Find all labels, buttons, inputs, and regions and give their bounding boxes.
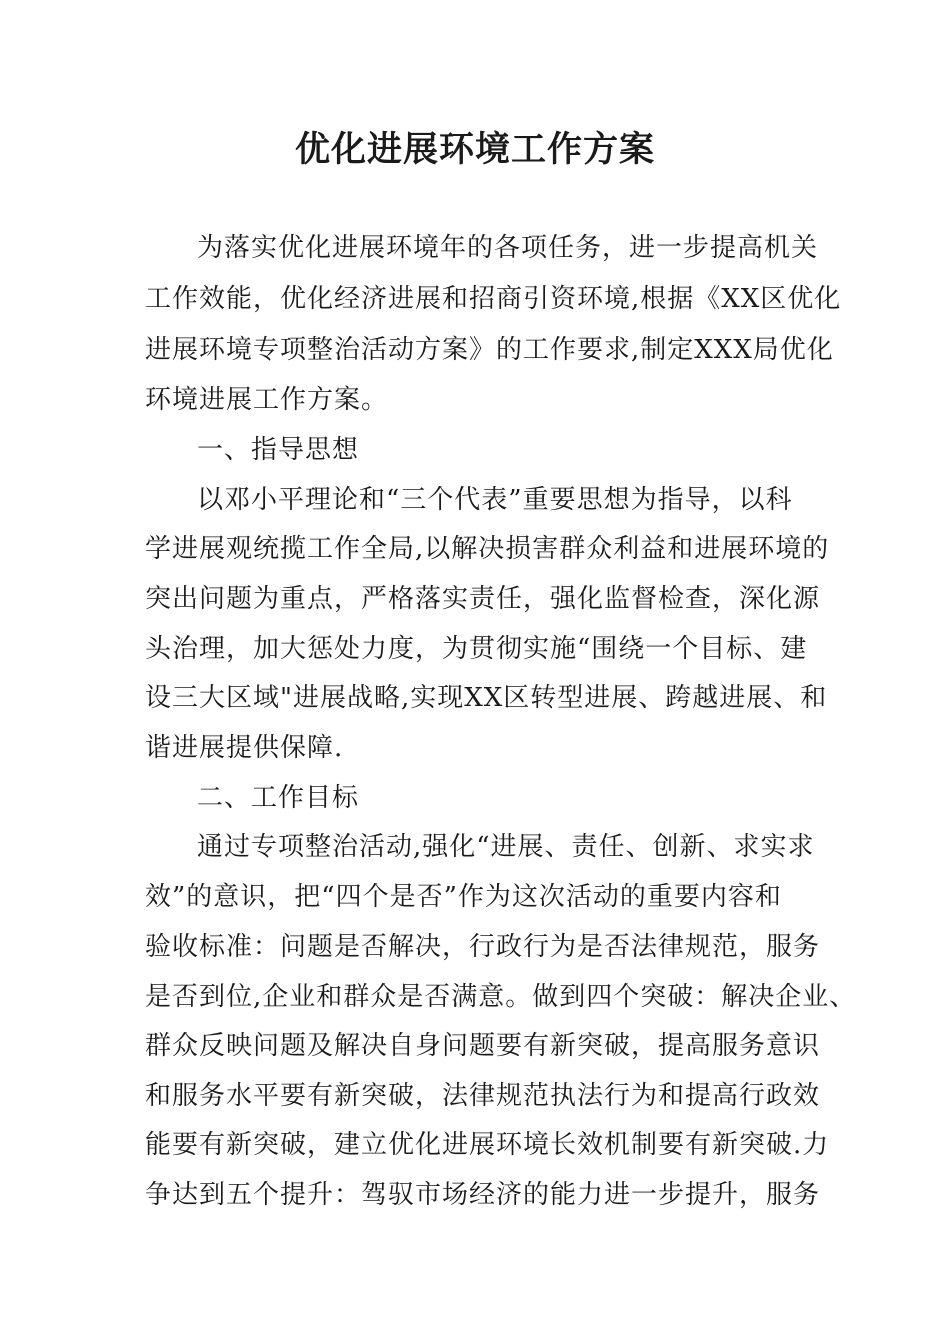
paragraph-line: 环境进展工作方案。 bbox=[145, 385, 389, 415]
paragraph-line: 谐进展提供保障. bbox=[145, 733, 344, 763]
paragraph-line: 设三大区域"进展战略,实现XX区转型进展、跨越进展、和 bbox=[145, 683, 828, 713]
paragraph-line: 是否到位,企业和群众是否满意。做到四个突破：解决企业、 bbox=[145, 982, 857, 1012]
paragraph-line: 效”的意识，把“四个是否”作为这次活动的重要内容和 bbox=[145, 882, 782, 912]
paragraph-line: 群众反映问题及解决自身问题要有新突破，提高服务意识 bbox=[145, 1031, 821, 1061]
paragraph-line: 验收标准：问题是否解决，行政行为是否法律规范，服务 bbox=[145, 932, 821, 962]
paragraph-line: 通过专项整治活动,强化“进展、责任、创新、求实求 bbox=[197, 832, 815, 862]
paragraph-line: 争达到五个提升：驾驭市场经济的能力进一步提升，服务 bbox=[145, 1180, 821, 1210]
paragraph-line: 进展环境专项整治活动方案》的工作要求,制定XXX局优化 bbox=[145, 335, 834, 365]
section-heading: 二、工作目标 bbox=[197, 783, 360, 813]
document-title: 优化进展环境工作方案 bbox=[294, 129, 655, 170]
paragraph-line: 突出问题为重点，严格落实责任，强化监督检查，深化源 bbox=[145, 584, 821, 614]
paragraph-line: 为落实优化进展环境年的各项任务，进一步提高机关 bbox=[197, 233, 819, 263]
paragraph-line: 学进展观统揽工作全局,以解决损害群众利益和进展环境的 bbox=[145, 534, 830, 564]
section-heading: 一、指导思想 bbox=[197, 435, 360, 465]
paragraph-line: 能要有新突破，建立优化进展环境长效机制要有新突破.力 bbox=[145, 1130, 830, 1160]
paragraph-line: 以邓小平理论和“三个代表”重要思想为指导，以科 bbox=[197, 485, 793, 515]
paragraph-line: 和服务水平要有新突破，法律规范执法行为和提高行政效 bbox=[145, 1081, 821, 1111]
paragraph-line: 工作效能，优化经济进展和招商引资环境,根据《XX区优化 bbox=[145, 284, 842, 314]
paragraph-line: 头治理，加大惩处力度，为贯彻实施“围绕一个目标、建 bbox=[145, 634, 808, 664]
